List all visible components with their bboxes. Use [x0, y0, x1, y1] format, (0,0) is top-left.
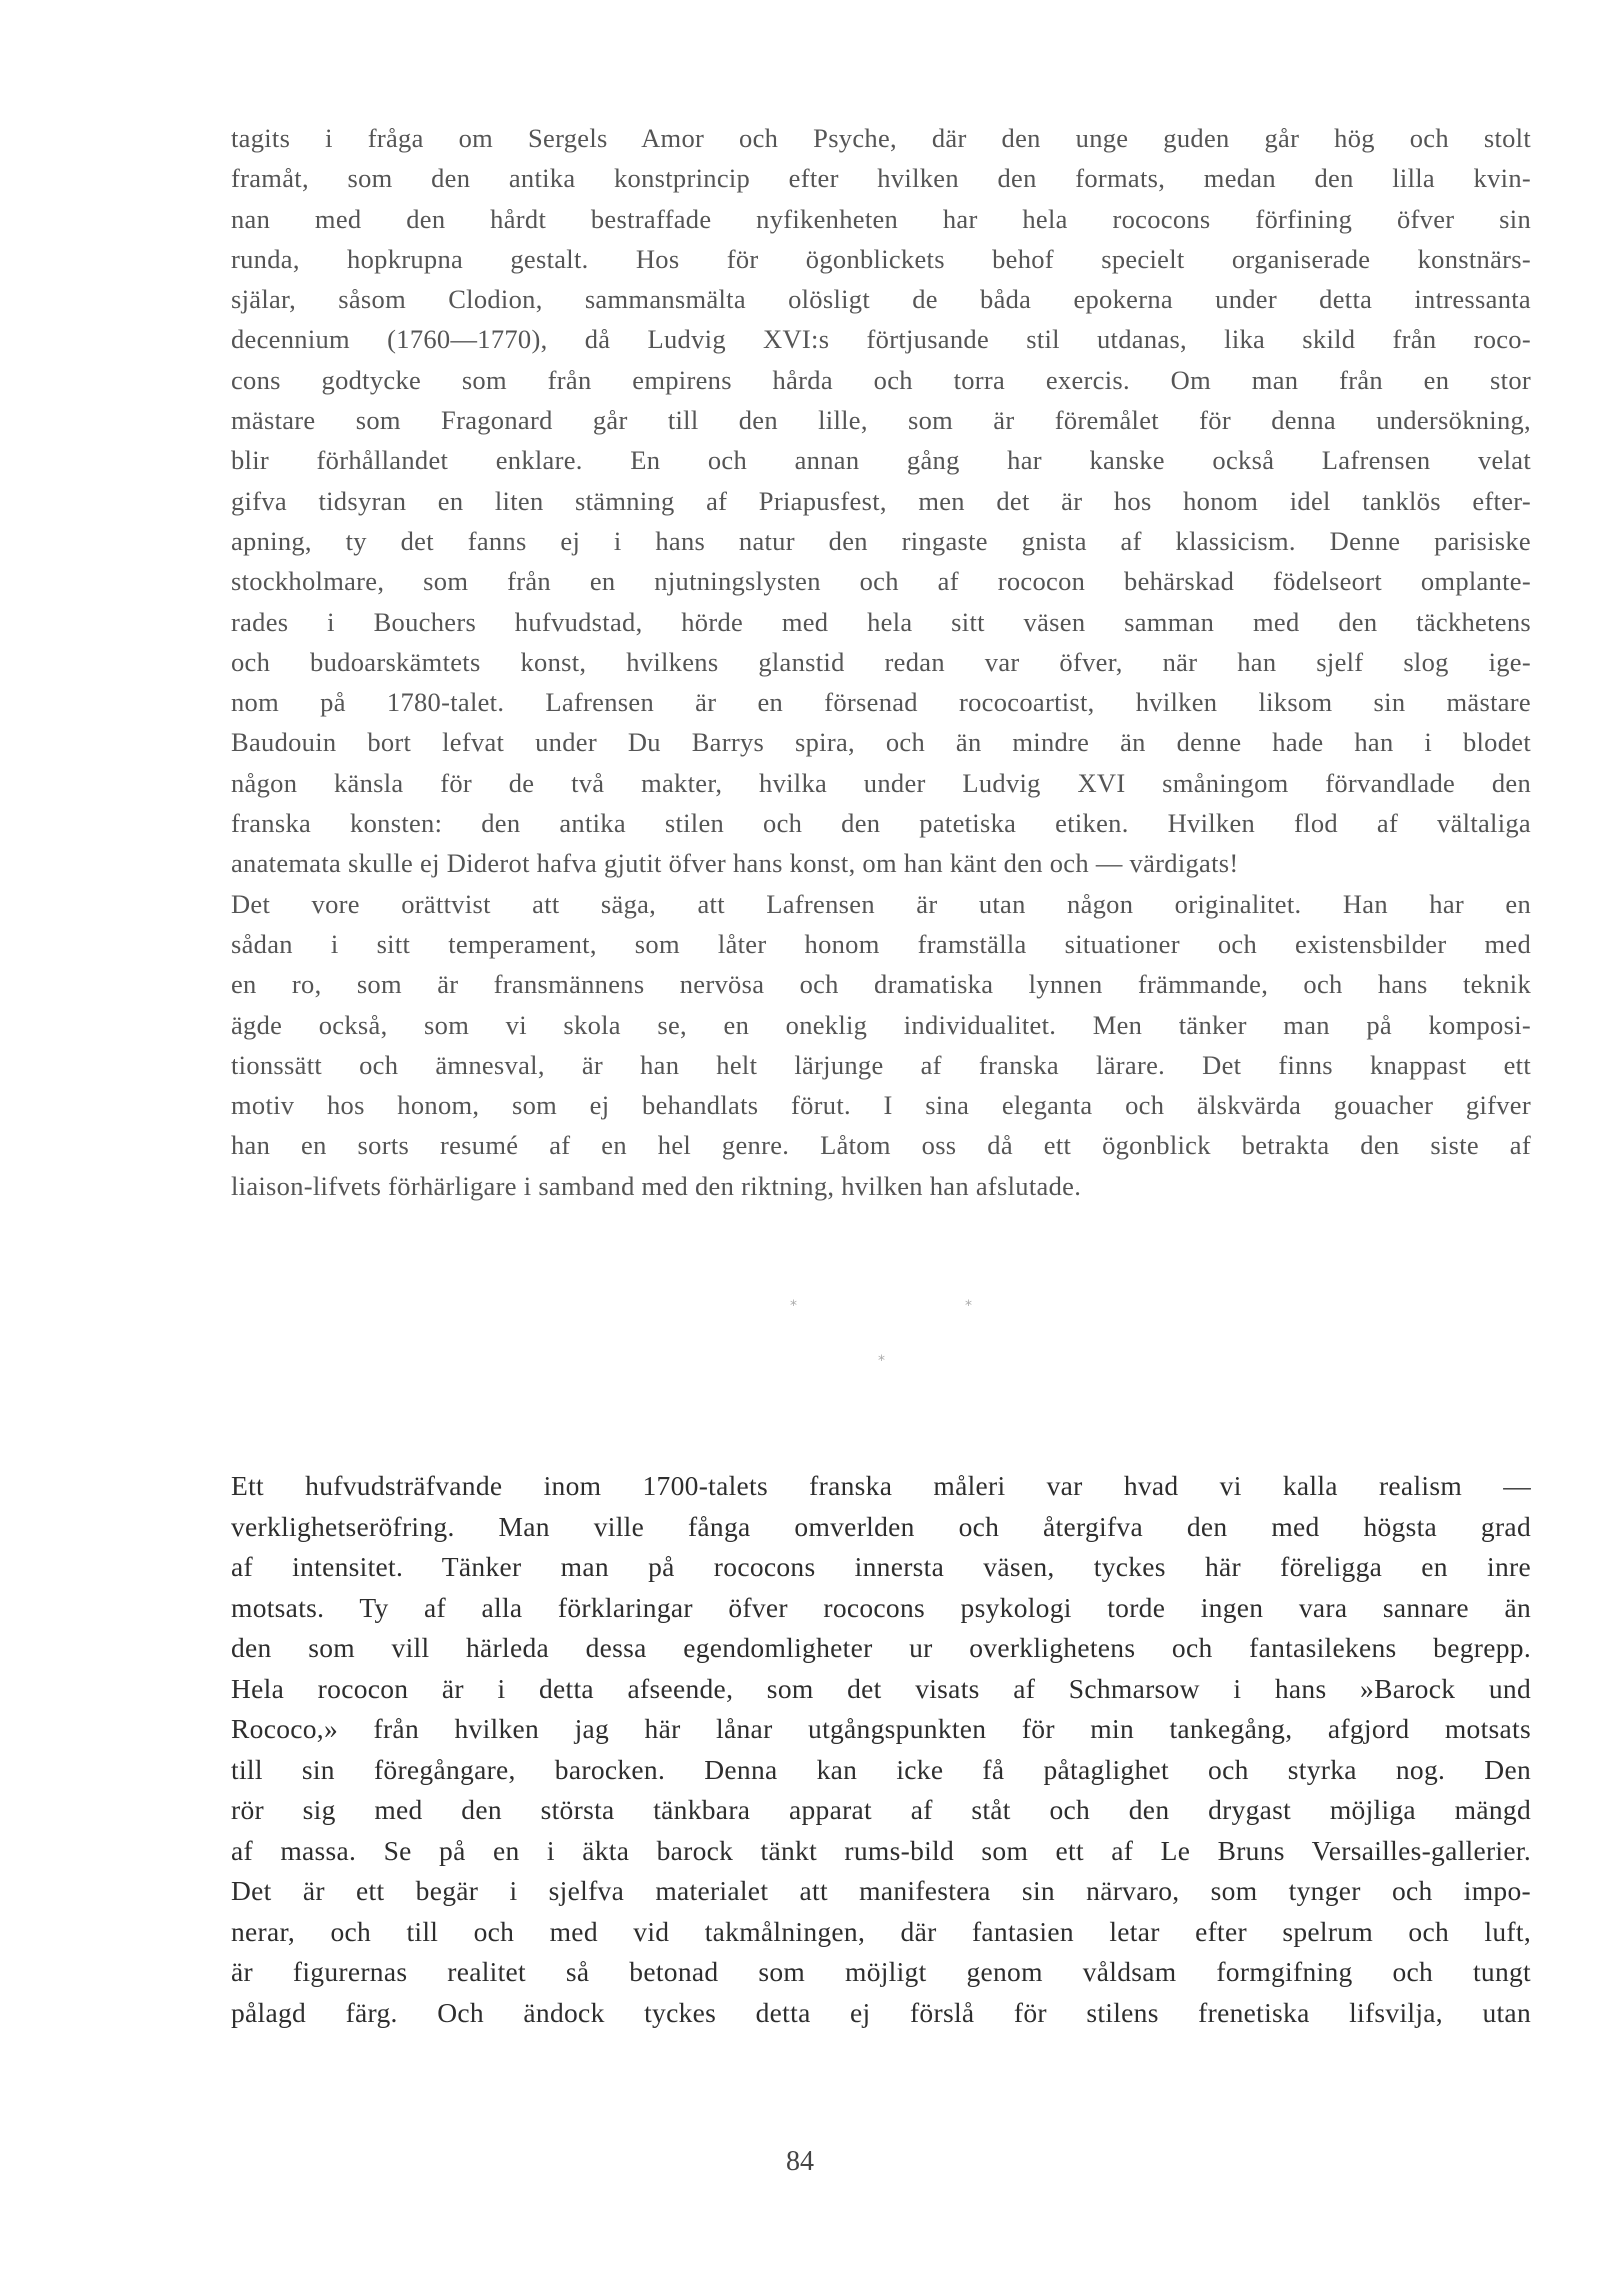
text-line: Det vore orättvist att säga, att Lafrensen är utan någon originalitet. Han har en — [231, 888, 1531, 919]
text-line: är figurernas realitet så betonad som möjligt genom våldsam formgifning och tungt — [231, 1956, 1531, 1987]
text-line: rör sig med den största tänkbara apparat af ståt och den drygast möjliga mängd — [231, 1794, 1531, 1825]
text-line: motiv hos honom, som ej behandlats förut. I sina eleganta och älskvärda gouacher gifver — [231, 1090, 1531, 1121]
text-line: liaison-lifvets förhärligare i samband med den riktning, hvilken han afslutade. — [231, 1170, 1082, 1201]
text-line: cons godtycke som från empirens hårda och torra exercis. Om man från en stor — [231, 364, 1531, 395]
asterism-star-bottom: * — [878, 1353, 885, 1369]
text-line: själar, såsom Clodion, sammansmälta olösligt de båda epokerna under detta intressanta — [231, 284, 1531, 315]
text-line: tionssätt och ämnesval, är han helt lärjunge af franska lärare. Det finns knappast ett — [231, 1049, 1531, 1080]
asterism-star-right: * — [965, 1298, 972, 1314]
text-line: runda, hopkrupna gestalt. Hos för ögonblickets behof specielt organiserade konstnärs- — [231, 243, 1531, 274]
text-line: motsats. Ty af alla förklaringar öfver rococons psykologi torde ingen vara sannare än — [231, 1591, 1531, 1623]
text-line: verklighetseröfring. Man ville fånga omverlden och återgifva den med högsta grad — [231, 1510, 1531, 1542]
text-line: gifva tidsyran en liten stämning af Priapusfest, men det är hos honom idel tanklös efter- — [231, 485, 1531, 516]
text-line: nan med den hårdt bestraffade nyfikenheten har hela rococons förfining öfver sin — [231, 203, 1531, 234]
text-line: blir förhållandet enklare. En och annan gång har kanske också Lafrensen velat — [231, 445, 1531, 476]
text-line: nom på 1780-talet. Lafrensen är en försenad rococoartist, hvilken liksom sin mästare — [231, 687, 1531, 718]
page-number: 84 — [786, 2146, 814, 2177]
text-line: nerar, och till och med vid takmålningen, där fantasien letar efter spelrum och luft, — [231, 1915, 1531, 1947]
text-line: Baudouin bort lefvat under Du Barrys spira, och än mindre än denne hade han i blodet — [231, 727, 1531, 758]
text-line: Det är ett begär i sjelfva materialet att manifestera sin närvaro, som tynger och impo- — [231, 1875, 1531, 1906]
text-line: den som vill härleda dessa egendomligheter ur overklighetens och fantasilekens begrepp. — [231, 1632, 1531, 1663]
text-line: decennium (1760—1770), då Ludvig XVI:s förtjusande stil utdanas, lika skild från roco- — [231, 324, 1531, 355]
text-line: franska konsten: den antika stilen och den patetiska etiken. Hvilken flod af vältaliga — [231, 808, 1531, 839]
text-line: en ro, som är fransmännens nervösa och dramatiska lynnen främmande, och hans teknik — [231, 969, 1531, 1000]
text-line: pålagd färg. Och ändock tyckes detta ej förslå för stilens frenetiska lifsvilja, utan — [231, 1996, 1531, 2028]
paragraph-1 — [231, 118, 1531, 1206]
text-line: till sin föregångare, barocken. Denna kan icke få påtaglighet och styrka nog. Den — [231, 1753, 1531, 1785]
text-line: mästare som Fragonard går till den lille, som är föremålet för denna undersökning, — [231, 405, 1531, 436]
text-line: af intensitet. Tänker man på rococons innersta väsen, tyckes här föreligga en inre — [231, 1551, 1531, 1582]
text-line: någon känsla för de två makter, hvilka under Ludvig XVI småningom förvandlade den — [231, 767, 1531, 798]
text-line: sådan i sitt temperament, som låter honom framställa situationer och existensbilder med — [231, 928, 1531, 959]
text-line: rades i Bouchers hufvudstad, hörde med hela sitt väsen samman med den täckhetens — [231, 606, 1531, 637]
text-line: Ett hufvudsträfvande inom 1700-talets franska måleri var hvad vi kalla realism — — [231, 1470, 1531, 1501]
text-line: och budoarskämtets konst, hvilkens glanstid redan var öfver, när han sjelf slog ige- — [231, 646, 1531, 677]
text-line: af massa. Se på en i äkta barock tänkt rums-bild som ett af Le Bruns Versailles-gallerier. — [231, 1834, 1531, 1866]
text-line: framåt, som den antika konstprincip efter hvilken den formats, medan den lilla kvin- — [231, 163, 1531, 194]
text-line: Rococo,» från hvilken jag här lånar utgångspunkten för min tankegång, afgjord motsats — [231, 1713, 1531, 1744]
paragraph-2 — [231, 1466, 1531, 2033]
text-line: ägde också, som vi skola se, en oneklig individualitet. Men tänker man på komposi- — [231, 1009, 1531, 1040]
text-line: tagits i fråga om Sergels Amor och Psyche, där den unge guden går hög och stolt — [231, 123, 1531, 153]
text-line: stockholmare, som från en njutningslysten och af rococon behärskad födelseort omplante- — [231, 566, 1531, 597]
asterism-star-left: * — [790, 1298, 797, 1314]
text-line: Hela rococon är i detta afseende, som det visats af Schmarsow i hans »Barock und — [231, 1672, 1531, 1704]
text-line: anatemata skulle ej Diderot hafva gjutit öfver hans konst, om han känt den och — värdigats! — [231, 848, 1239, 879]
text-line: han en sorts resumé af en hel genre. Låtom oss då ett ögonblick betrakta den siste af — [231, 1130, 1531, 1161]
text-line: apning, ty det fanns ej i hans natur den ringaste gnista af klassicism. Denne parisiske — [231, 525, 1531, 556]
